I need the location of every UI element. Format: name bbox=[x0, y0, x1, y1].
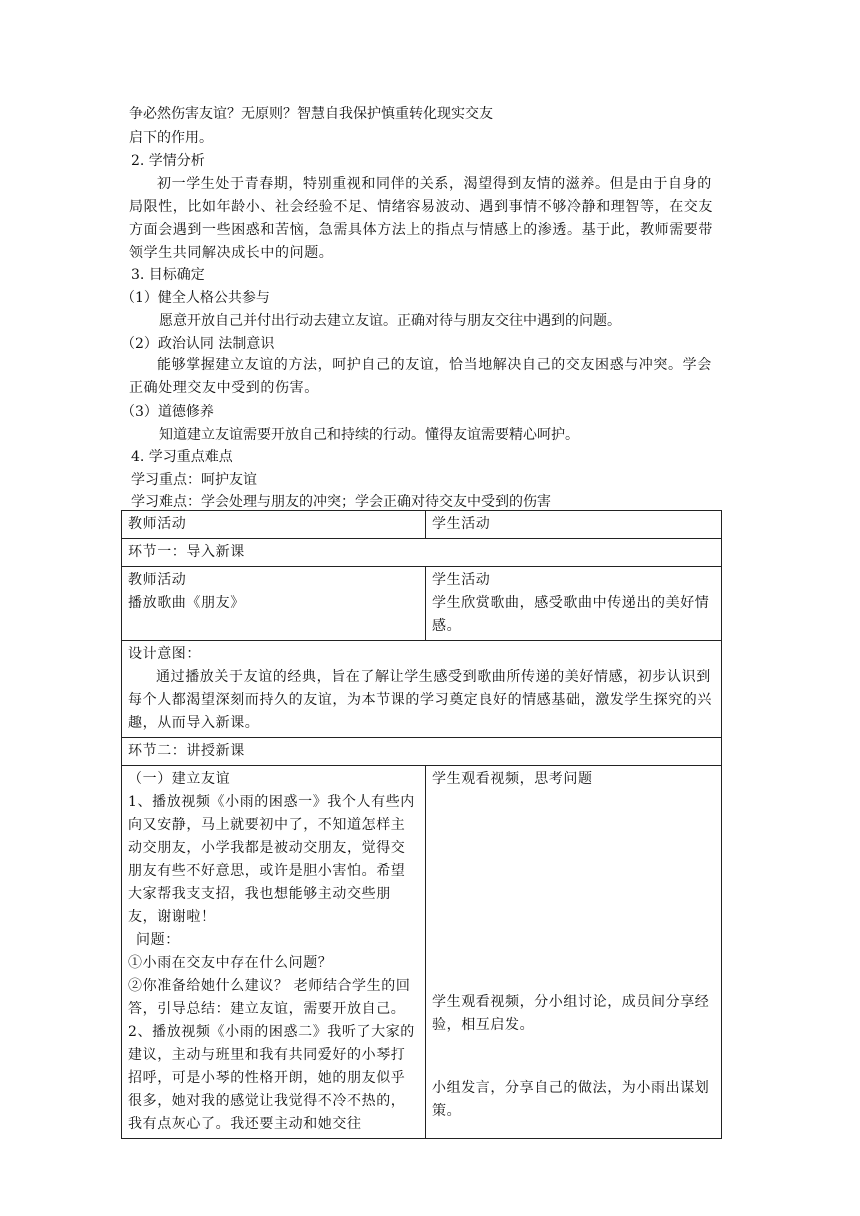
question: ②你准备给她什么建议？ 老师结合学生的回答，引导总结：建立友谊，需要开放自己。 bbox=[128, 978, 411, 1017]
goal-title: （1）健全人格公共参与 bbox=[121, 290, 270, 306]
section-heading: 4. 学习重点难点 bbox=[131, 449, 233, 465]
continued-text-line: 启下的作用。 bbox=[129, 130, 213, 146]
design-cell bbox=[122, 641, 722, 738]
cell-text: 播放歌曲《朋友》 bbox=[128, 595, 245, 611]
table-row bbox=[122, 766, 722, 1139]
goal-text: 知道建立友谊需要开放自己和持续的行动。懂得友谊需要精心呵护。 bbox=[159, 427, 579, 443]
design-row bbox=[122, 641, 722, 738]
header-teacher: 教师活动 bbox=[122, 511, 426, 539]
table-header-row bbox=[122, 511, 722, 539]
section-heading: 3. 目标确定 bbox=[131, 267, 205, 283]
design-label: 设计意图： bbox=[128, 646, 201, 662]
table-row bbox=[122, 567, 722, 641]
teacher-cell bbox=[122, 567, 426, 641]
goal-title: （2）政治认同 法制意识 bbox=[121, 336, 275, 352]
student-cell bbox=[426, 567, 722, 641]
student-activity: 学生观看视频，分小组讨论，成员间分享经验，相互启发。 bbox=[432, 994, 710, 1033]
design-text: 通过播放关于友谊的经典，旨在了解让学生感受到歌曲所传递的美好情感，初步认识到每个人都渴望深刻而持久的友谊，为本节课的学习奠定良好的情感基础，激发学生探究的兴趣，从而导入新课。 bbox=[128, 669, 712, 731]
stage-label: 环节一：导入新课 bbox=[122, 539, 722, 567]
section-heading: 2. 学情分析 bbox=[131, 153, 205, 169]
activity-text: 1、播放视频《小雨的困惑一》我个人有些内向又安静，马上就要初中了，不知道怎样主动交朋友，小学我都是被动交朋友，觉得交朋友有些不好意思，或许是胆小害怕。希望大家帮我支支招，我也想能够主动交些朋友，谢谢啦！ bbox=[128, 794, 415, 925]
cell-label: 教师活动 bbox=[128, 572, 187, 588]
part-title: （一）建立友谊 bbox=[128, 771, 231, 787]
lesson-table bbox=[121, 510, 722, 1139]
goal-title: （3）道德修养 bbox=[121, 404, 214, 420]
continued-text-line: 争必然伤害友谊？无原则？智慧自我保护慎重转化现实交友 bbox=[129, 106, 493, 122]
cell-text: 学生欣赏歌曲，感受歌曲中传递出的美好情感。 bbox=[432, 595, 710, 634]
teacher-cell bbox=[122, 766, 426, 1139]
stage-row bbox=[122, 738, 722, 766]
student-activity: 小组发言，分享自己的做法，为小雨出谋划策。 bbox=[432, 1080, 710, 1119]
activity-text: 2、播放视频《小雨的困惑二》我听了大家的建议，主动与班里和我有共同爱好的小琴打招呼，可是小琴的性格开朗，她的朋友似乎很多，她对我的感觉让我觉得不冷不热的，我有点灰心了。我还要主动和她交往 bbox=[128, 1024, 415, 1132]
header-student: 学生活动 bbox=[426, 511, 722, 539]
question: ①小雨在交友中存在什么问题？ bbox=[128, 955, 333, 971]
key-point: 学习重点：呵护友谊 bbox=[131, 472, 257, 488]
difficulty: 学习难点：学会处理与朋友的冲突；学会正确对待交友中受到的伤害 bbox=[131, 494, 551, 510]
stage-label: 环节二：讲授新课 bbox=[122, 738, 722, 766]
cell-label: 学生活动 bbox=[432, 572, 491, 588]
student-activity: 学生观看视频，思考问题 bbox=[432, 771, 593, 787]
stage-row bbox=[122, 539, 722, 567]
goal-text: 愿意开放自己并付出行动去建立友谊。正确对待与朋友交往中遇到的问题。 bbox=[159, 313, 621, 329]
question-label: 问题： bbox=[136, 932, 180, 948]
paragraph: 初一学生处于青春期，特别重视和同伴的关系，渴望得到友情的滋养。但是由于自身的局限性，比如年龄小、社会经验不足、情绪容易波动、遇到事情不够冷静和理智等，在交友方面会遇到一些困惑和苦恼，急需具体方法上的指点与情感上的渗透。基于此，教师需要带领学生共同解决成长中的问题。 bbox=[129, 176, 713, 261]
goal-text: 能够掌握建立友谊的方法，呵护自己的友谊，恰当地解决自己的交友困惑与冲突。学会正确处理交友中受到的伤害。 bbox=[129, 357, 712, 396]
student-cell bbox=[426, 766, 722, 1139]
